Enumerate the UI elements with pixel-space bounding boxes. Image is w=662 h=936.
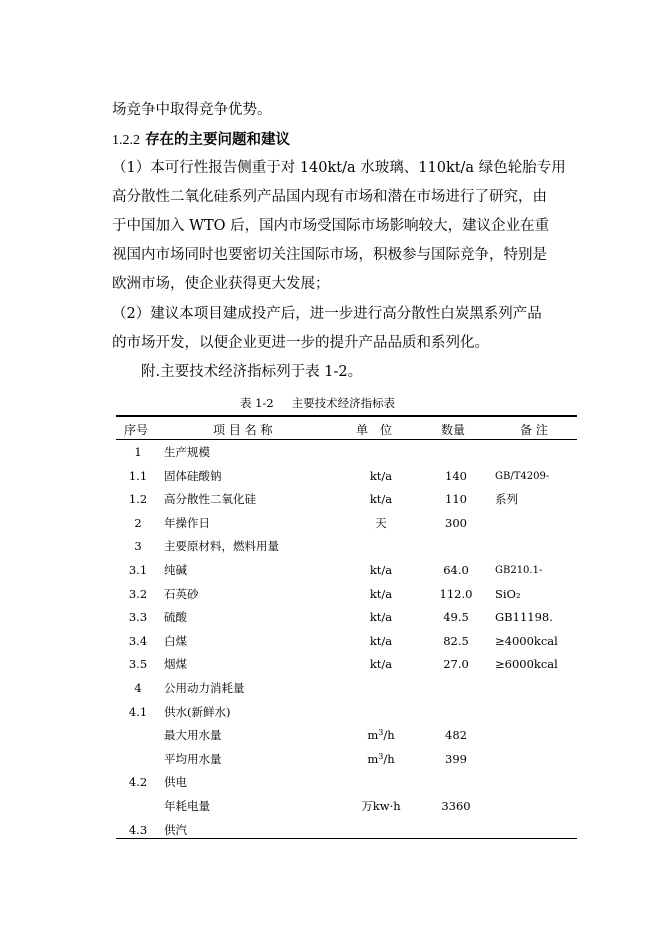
row-item-name: 生产规模	[164, 445, 210, 459]
row-item-name: 供电	[164, 775, 187, 790]
table-row	[116, 748, 577, 771]
header-item: 项 目 名 称	[213, 423, 273, 437]
row-note: ≥6000kcal	[495, 657, 558, 672]
table-number: 表 1-2	[240, 396, 274, 410]
paragraph-2-line-2: 的市场开发，以便企业更进一步的提升产品品质和系列化。	[112, 335, 489, 351]
row-unit	[336, 728, 426, 743]
header-unit: 单 位	[356, 423, 393, 437]
row-number: 4.1	[128, 704, 148, 719]
table-row	[116, 701, 577, 724]
row-number: 3.4	[128, 633, 148, 648]
row-unit: kt/a	[369, 610, 393, 625]
header-qty: 数量	[441, 423, 466, 437]
row-quantity: 140	[445, 468, 467, 483]
row-item-name: 供水(新鲜水)	[164, 704, 231, 719]
row-item-name: 纯碱	[164, 563, 187, 577]
row-item-name: 公用动力消耗量	[164, 681, 245, 695]
paragraph-1-line-5: 欧洲市场，使企业获得更大发展；	[112, 276, 330, 292]
row-note: GB210.1-	[495, 565, 543, 576]
unit-tail: /h	[383, 751, 395, 766]
header-note: 备 注	[520, 423, 548, 437]
table-row	[116, 795, 577, 818]
row-number: 3.2	[128, 586, 148, 601]
paragraph-1-line-2: 高分散性二氧化硅系列产品国内现有市场和潜在市场进行了研究，由	[112, 189, 547, 205]
row-number: 3.1	[128, 563, 148, 577]
table-row	[116, 653, 577, 676]
table-row	[116, 771, 577, 794]
row-quantity: 112.0	[439, 586, 473, 601]
row-unit: kt/a	[369, 468, 393, 483]
row-item-name: 主要原材料，燃料用量	[164, 539, 279, 554]
row-item-name: 石英砂	[164, 586, 199, 601]
row-item-name: 年耗电量	[164, 799, 210, 813]
row-quantity: 49.5	[443, 610, 469, 625]
row-unit: kt/a	[369, 586, 393, 601]
paragraph-1-line-3: 于中国加入 WTO 后，国内市场受国际市场影响较大，建议企业在重	[112, 218, 550, 234]
row-item-name: 最大用水量	[164, 728, 222, 743]
unit-superscript: 3	[378, 751, 384, 761]
row-number: 2	[134, 515, 142, 530]
header-no: 序号	[124, 423, 149, 437]
row-number: 3.5	[128, 657, 148, 672]
section-number: 1.2.2	[112, 133, 140, 148]
unit-base: m	[367, 728, 379, 743]
unit-tail: /h	[383, 728, 395, 743]
row-item-name: 烟煤	[164, 657, 187, 672]
row-item-name: 年操作日	[164, 515, 210, 530]
table-row	[116, 512, 577, 535]
table-row	[116, 583, 577, 606]
row-note: GB11198.	[495, 610, 553, 625]
row-unit: kt/a	[369, 492, 393, 507]
row-item-name: 平均用水量	[164, 751, 222, 766]
row-unit: 万kw·h	[361, 799, 401, 813]
row-unit: 天	[375, 515, 387, 530]
row-number: 1.2	[128, 492, 148, 507]
row-unit: kt/a	[369, 633, 393, 648]
section-heading	[112, 130, 290, 151]
row-quantity: 110	[445, 492, 467, 507]
row-note: SiO₂	[495, 586, 521, 601]
row-note: 系列	[495, 492, 518, 507]
row-note: ≥4000kcal	[495, 633, 558, 648]
row-quantity: 482	[445, 728, 467, 743]
row-quantity: 27.0	[443, 657, 469, 672]
table-row	[116, 441, 577, 464]
paragraph-1-line-1: （1）本可行性报告侧重于对 140kt/a 水玻璃、110kt/a 绿色轮胎专用	[112, 160, 566, 176]
paragraph-appendix-note: 附.主要技术经济指标列于表 1-2。	[141, 364, 363, 380]
table-title: 主要技术经济指标表	[291, 396, 396, 410]
row-item-name: 硫酸	[164, 610, 187, 625]
row-number: 1	[134, 445, 142, 459]
table-caption	[240, 395, 395, 411]
row-number: 4	[134, 681, 142, 695]
table-row	[116, 677, 577, 700]
row-number: 3	[134, 539, 142, 554]
table-top-rule	[116, 415, 577, 417]
unit-superscript: 3	[378, 728, 384, 738]
row-number: 1.1	[128, 468, 148, 483]
row-unit: kt/a	[369, 563, 393, 577]
table-header-rule	[116, 439, 577, 440]
row-number: 4.3	[128, 822, 148, 837]
row-item-name: 白煤	[164, 633, 187, 648]
row-quantity: 399	[445, 751, 467, 766]
paragraph-continuation: 场竞争中取得竞争优势。	[112, 102, 272, 118]
row-unit: kt/a	[369, 657, 393, 672]
row-note: GB/T4209-	[495, 470, 550, 482]
table-row	[116, 559, 577, 582]
row-quantity: 3360	[441, 799, 471, 813]
section-title: 存在的主要问题和建议	[145, 131, 291, 148]
table-row	[116, 488, 577, 511]
row-item-name: 高分散性二氧化硅	[164, 492, 256, 507]
row-item-name: 供汽	[164, 822, 187, 837]
table-row	[116, 535, 577, 558]
row-unit	[336, 752, 426, 767]
paragraph-1-line-4: 视国内市场同时也要密切关注国际市场，积极参与国际竞争，特别是	[112, 247, 547, 263]
table-row	[116, 724, 577, 747]
table-row	[116, 630, 577, 653]
row-number: 3.3	[128, 610, 148, 625]
unit-base: m	[367, 751, 379, 766]
row-quantity: 64.0	[443, 563, 469, 577]
row-quantity: 82.5	[443, 633, 469, 648]
row-number: 4.2	[128, 775, 148, 790]
table-bottom-rule	[116, 838, 577, 839]
row-quantity: 300	[445, 515, 467, 530]
table-row	[116, 465, 577, 488]
table-row	[116, 606, 577, 629]
row-item-name: 固体硅酸钠	[164, 468, 222, 483]
paragraph-2-line-1: （2）建议本项目建成投产后，进一步进行高分散性白炭黑系列产品	[112, 306, 542, 322]
